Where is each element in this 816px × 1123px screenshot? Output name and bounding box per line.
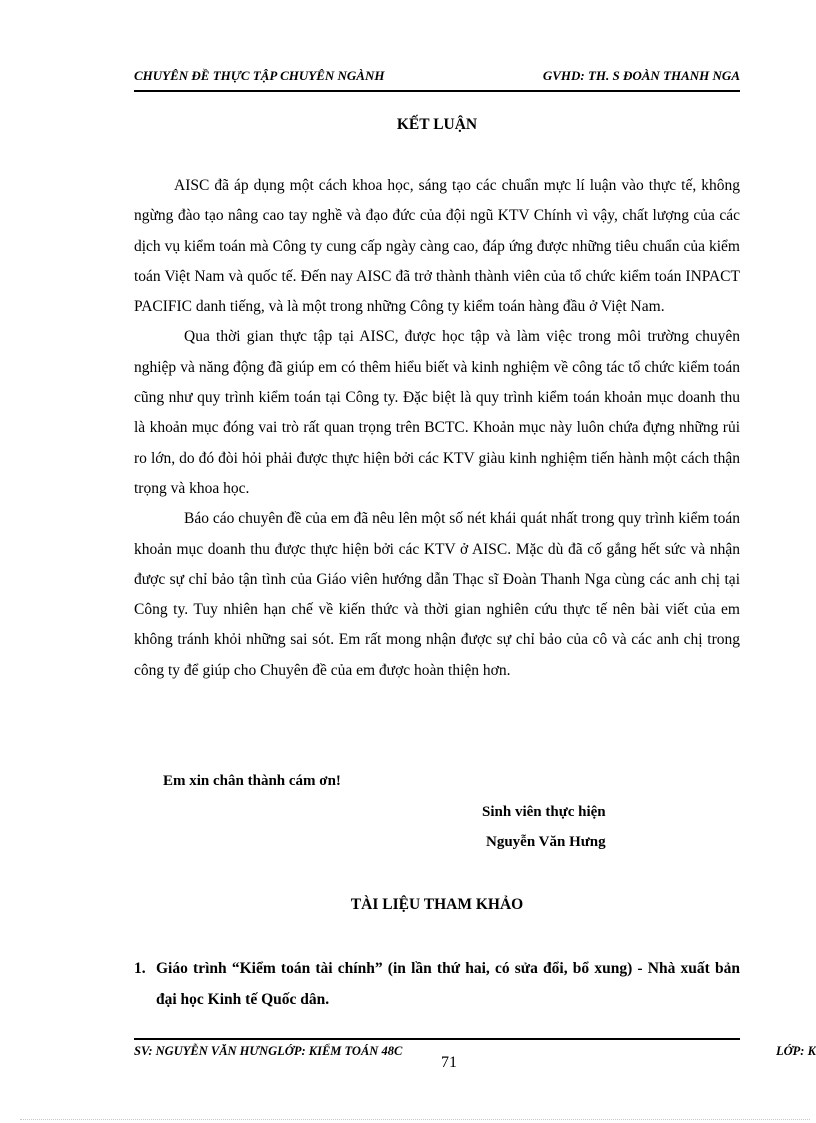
page-number: 71	[441, 1054, 457, 1071]
page-footer	[134, 1044, 402, 1059]
conclusion-paragraph-1: AISC đã áp dụng một cách khoa học, sáng tạo các chuẩn mực lí luận vào thực tế, không ngừng đào tạo nâng cao tay nghề và đạo đức của đội ngũ KTV Chính vì vậy, chất lượng của các dịch vụ kiểm toán mà Công ty cung cấp ngày càng cao, đáp ứng được những tiêu chuẩn của kiểm toán Việt Nam và quốc tế. Đến nay AISC đã trở thành thành viên của tổ chức kiểm toán INPACT PACIFIC danh tiếng, và là một trong những Công ty kiểm toán hàng đầu ở Việt Nam.	[134, 177, 740, 316]
conclusion-title: KẾT LUẬN	[396, 116, 478, 133]
footer-class-right: LỚP: K	[776, 1044, 816, 1058]
footer-student: SV: NGUYỄN VĂN HƯNG	[134, 1044, 278, 1058]
reference-item	[134, 954, 740, 1015]
reference-number: 1.	[134, 960, 146, 977]
footer-divider	[134, 1038, 740, 1040]
references-title: TÀI LIỆU THAM KHẢO	[350, 896, 524, 913]
header-supervisor: GVHD: TH. S ĐOÀN THANH NGA	[542, 68, 740, 83]
signature-role: Sinh viên thực hiện	[482, 804, 606, 820]
page-bottom-dotted-line	[20, 1119, 810, 1120]
conclusion-paragraph-3: Báo cáo chuyên đề của em đã nêu lên một số nét khái quát nhất trong quy trình kiểm toán khoản mục doanh thu được thực hiện bởi các KTV ở AISC. Mặc dù đã cố gắng hết sức và nhận được sự chỉ bảo tận tình của Giáo viên hướng dẫn Thạc sĩ Đoàn Thanh Nga cùng các anh chị tại Công ty. Tuy nhiên hạn chế về kiến thức và thời gian nghiên cứu thực tế nên bài viết của em không tránh khỏi những sai sót. Em rất mong nhận được sự chỉ bảo của cô và các anh chị trong công ty để giúp cho Chuyên đề của em được hoàn thiện hơn.	[134, 510, 740, 679]
reference-text: Giáo trình “Kiểm toán tài chính” (in lần thứ hai, có sửa đổi, bổ xung) - Nhà xuất bản đại học Kinh tế Quốc dân.	[156, 960, 740, 1008]
page-header	[134, 64, 740, 92]
footer-class: LỚP: KIỂM TOÁN 48C	[277, 1044, 403, 1058]
thanks-line: Em xin chân thành cám ơn!	[163, 773, 341, 789]
header-course-title: CHUYÊN ĐỀ THỰC TẬP CHUYÊN NGÀNH	[134, 68, 385, 83]
conclusion-paragraph-2: Qua thời gian thực tập tại AISC, được học tập và làm việc trong môi trường chuyên nghiệp và năng động đã giúp em có thêm hiểu biết và kinh nghiệm về công tác tổ chức kiểm toán cũng như quy trình kiểm toán tại Công ty. Đặc biệt là quy trình kiểm toán khoản mục doanh thu là khoản mục đóng vai trò rất quan trọng trên BCTC. Khoản mục này luôn chứa đựng những rủi ro lớn, do đó đòi hỏi phải được thực hiện bởi các KTV giàu kinh nghiệm tiến hành một cách thận trọng và khoa học.	[134, 328, 740, 497]
conclusion-body	[134, 171, 740, 686]
signature-name: Nguyễn Văn Hưng	[486, 834, 606, 850]
